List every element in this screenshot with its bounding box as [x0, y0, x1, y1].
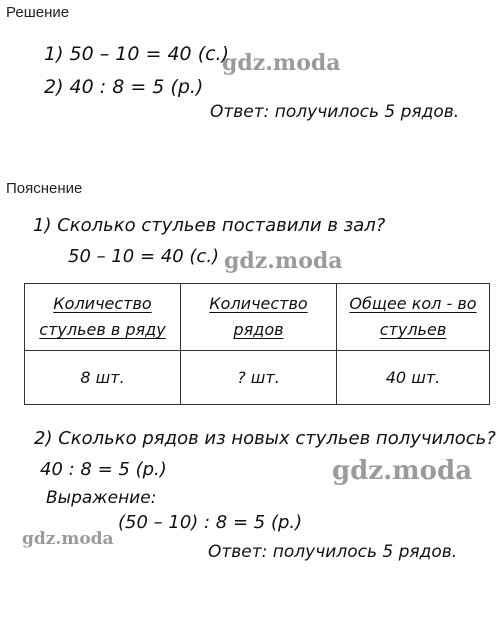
header-line: стульев: [379, 320, 447, 339]
table-cell: 8 шт.: [25, 351, 181, 405]
watermark: gdz.moda: [224, 248, 343, 274]
header-line: стульев в ряду: [39, 320, 166, 339]
data-table: [24, 283, 490, 405]
header-line: рядов: [233, 320, 284, 339]
table-cell: 40 шт.: [337, 351, 490, 405]
header-line: Количество: [53, 294, 152, 313]
solution-step-2: 2) 40 : 8 = 5 (р.): [44, 76, 204, 98]
expression-label: Выражение:: [46, 488, 157, 508]
question-1-expression: 50 – 10 = 40 (с.): [68, 246, 220, 267]
watermark: gdz.moda: [332, 456, 473, 486]
explanation-answer: Ответ: получилось 5 рядов.: [208, 542, 458, 562]
question-2-expression: 40 : 8 = 5 (р.): [40, 459, 167, 480]
solution-answer: Ответ: получилось 5 рядов.: [210, 102, 460, 122]
table-header-row: [25, 284, 490, 351]
header-line: Количество: [209, 294, 308, 313]
header-line: Общее кол - во: [349, 294, 477, 313]
explanation-heading: Пояснение: [6, 180, 83, 197]
table-header-cell: [25, 284, 181, 351]
watermark: gdz.moda: [22, 529, 114, 549]
full-expression: (50 – 10) : 8 = 5 (р.): [118, 512, 303, 533]
table-cell: ? шт.: [181, 351, 337, 405]
question-2: 2) Сколько рядов из новых стульев получилось?: [34, 428, 496, 449]
watermark: gdz.moda: [222, 50, 341, 76]
solution-heading: Решение: [6, 4, 70, 21]
table-row: [25, 351, 490, 405]
table-header-cell: [337, 284, 490, 351]
question-1: 1) Сколько стульев поставили в зал?: [33, 215, 386, 236]
table-header-cell: [181, 284, 337, 351]
solution-step-1: 1) 50 – 10 = 40 (с.): [44, 43, 229, 65]
